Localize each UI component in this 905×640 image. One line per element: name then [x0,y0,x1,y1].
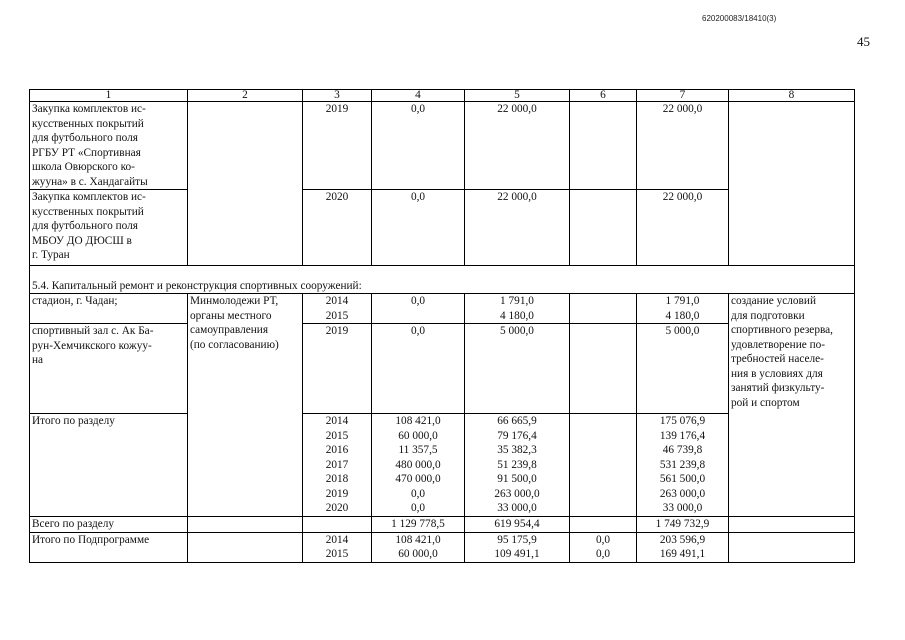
year-cell: 2019 [303,102,372,190]
section-title-row [30,266,855,294]
year-cell: 2019 [303,324,372,414]
row-name: Итого по разделу [30,414,188,517]
result-cell [729,517,855,533]
value-cell: 1 749 732,9 [637,517,729,533]
result-cell: создание условий для подготовки спортивного резерва, удовлетворение по- требностей населе- ния в условиях для занятий физкульту- рой и спортом [729,294,855,517]
value-cell: 66 665,9 79 176,4 35 382,3 51 239,8 91 500,0 263 000,0 33 000,0 [465,414,570,517]
value-cell: 0,0 [372,324,465,414]
value-cell [570,324,637,414]
value-cell: 5 000,0 [465,324,570,414]
value-cell: 175 076,9 139 176,4 46 739,8 531 239,8 561 500,0 263 000,0 33 000,0 [637,414,729,517]
row-name: Итого по Подпрограмме [30,532,188,562]
executor-cell [188,102,303,266]
value-cell: 5 000,0 [637,324,729,414]
table-row [30,102,855,190]
value-cell [570,517,637,533]
header-row [30,90,855,102]
table-row [30,517,855,533]
value-cell: 22 000,0 [465,102,570,190]
col-header: 2 [188,90,303,102]
col-header: 3 [303,90,372,102]
value-cell: 0,0 [372,102,465,190]
value-cell: 619 954,4 [465,517,570,533]
col-header: 7 [637,90,729,102]
result-cell [729,102,855,266]
value-cell: 108 421,0 60 000,0 [372,532,465,562]
col-header: 4 [372,90,465,102]
table-row [30,294,855,324]
value-cell [570,294,637,324]
year-cell: 2020 [303,190,372,266]
value-cell: 1 791,0 4 180,0 [465,294,570,324]
executor-cell [188,532,303,562]
value-cell: 1 791,0 4 180,0 [637,294,729,324]
executor-cell [188,517,303,533]
year-cell [303,517,372,533]
value-cell: 0,0 [372,190,465,266]
year-cell: 2014 2015 2016 2017 2018 2019 2020 [303,414,372,517]
row-name: Закупка комплектов ис- кусственных покрытий для футбольного поля РГБУ РТ «Спортивная школа Овюрского ко- жууна» в с. Хандагайты [30,102,188,190]
value-cell: 22 000,0 [637,102,729,190]
section-title: 5.4. Капитальный ремонт и реконструкция спортивных сооружений: [30,266,855,294]
document-stamp: 620200083/18410(3) [702,14,777,23]
year-cell: 2014 2015 [303,294,372,324]
value-cell [570,190,637,266]
budget-table [29,89,855,563]
value-cell [570,102,637,190]
col-header: 6 [570,90,637,102]
value-cell: 1 129 778,5 [372,517,465,533]
value-cell: 0,0 0,0 [570,532,637,562]
row-name: Закупка комплектов ис- кусственных покрытий для футбольного поля МБОУ ДО ДЮСШ в г. Туран [30,190,188,266]
col-header: 1 [30,90,188,102]
value-cell: 22 000,0 [465,190,570,266]
executor-cell: Минмолодежи РТ, органы местного самоуправления (по согласованию) [188,294,303,517]
value-cell [570,414,637,517]
col-header: 5 [465,90,570,102]
row-name: спортивный зал с. Ак Ба- рун-Хемчикского кожуу- на [30,324,188,414]
col-header: 8 [729,90,855,102]
value-cell: 108 421,0 60 000,0 11 357,5 480 000,0 470 000,0 0,0 0,0 [372,414,465,517]
year-cell: 2014 2015 [303,532,372,562]
value-cell: 0,0 [372,294,465,324]
value-cell: 95 175,9 109 491,1 [465,532,570,562]
result-cell [729,532,855,562]
row-name: Всего по разделу [30,517,188,533]
table-row [30,532,855,562]
page-number: 45 [857,34,870,49]
value-cell: 22 000,0 [637,190,729,266]
row-name: стадион, г. Чадан; [30,294,188,324]
value-cell: 203 596,9 169 491,1 [637,532,729,562]
